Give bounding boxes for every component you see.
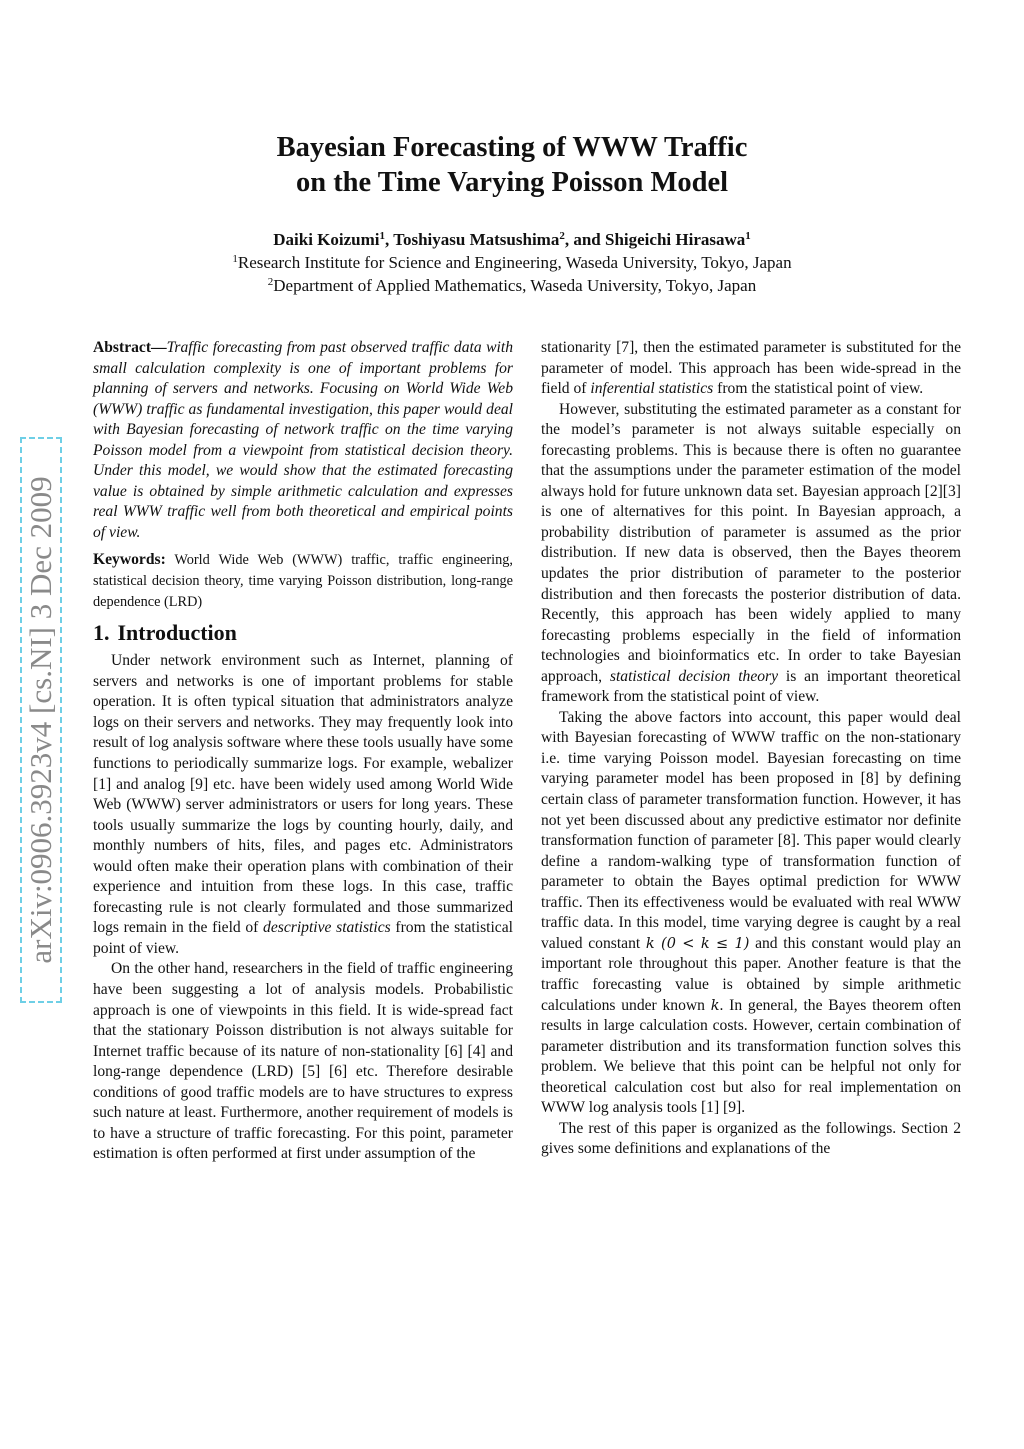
author-separator-1: , — [385, 230, 394, 249]
right-paragraph-3-text-c: . In general, the Bayes theorem often results in large calculation costs. However, certain combination of parameter distribution and its transformation function solves this problem. We believe that this point can be helpful not only for theoretical calculation cost but also for real implementation on WWW log analysis tools [1] [9]. — [541, 996, 961, 1117]
arxiv-stamp: arXiv:0906.3923v4 [cs.NI] 3 Dec 2009 — [20, 437, 62, 1003]
author-1: Daiki Koizumi — [273, 230, 380, 249]
keywords-text: World Wide Web (WWW) traffic, traffic engineering, statistical decision theory, time varying Poisson distribution, long-range dependence (LRD) — [93, 552, 513, 610]
intro-paragraph-1-emphasis: descriptive statistics — [263, 919, 391, 937]
author-3: Shigeichi Hirasawa — [605, 230, 746, 249]
section-number: 1. — [93, 620, 110, 646]
right-paragraph-2-text-b: is an important theoretical framework from the statistical point of view. — [541, 667, 961, 706]
math-k-range: k (0 < k ≤ 1) — [645, 935, 750, 952]
right-paragraph-3 — [541, 708, 961, 1119]
author-2: Toshiyasu Matsushima — [393, 230, 560, 249]
right-paragraph-4: The rest of this paper is organized as the followings. Section 2 gives some definitions and explanations of the — [541, 1119, 961, 1158]
title-line-2: on the Time Varying Poisson Model — [295, 167, 729, 198]
author-separator-2: , and — [564, 230, 605, 249]
author-3-affiliation-mark: 1 — [745, 230, 751, 242]
right-paragraph-2-emphasis: statistical decision theory — [609, 667, 779, 685]
math-k: k — [710, 997, 720, 1014]
abstract — [93, 338, 513, 543]
right-paragraph-3-text-b: and this constant would play an important role throughout this paper. Another feature is that the traffic forecasting value is obtained by simple arithmetic calculations under known — [541, 934, 961, 1014]
affiliation-2 — [0, 274, 1024, 297]
affiliation-2-text: Department of Applied Mathematics, Waseda University, Tokyo, Japan — [273, 276, 757, 295]
right-paragraph-3-text-a: Taking the above factors into account, this paper would deal with Bayesian forecasting of WWW traffic on the non-stationary i.e. time varying Poisson model. Bayesian forecasting on time varying parameter model has been proposed in [8] by defining certain class of parameter transformation function. However, it has not yet been discussed about any predictive estimator nor definite transformation function of parameter [8]. This paper would clearly define a random-walking type of transformation function of parameter to obtain the Bayes optimal prediction for WWW traffic. Then its effectiveness would be evaluated with real WWW traffic data. In this model, time varying degree is caught by a real valued constant — [541, 708, 961, 952]
abstract-label: Abstract — [93, 339, 152, 356]
affiliation-2-mark: 2 — [267, 276, 274, 288]
affiliation-1-mark: 1 — [232, 253, 238, 265]
intro-paragraph-1-text-a: Under network environment such as Internet, planning of servers and networks is one of important problems for stable operation. It is often typical situation that administrators analyze logs on their servers and networks. They may frequently look into result of log analysis software where these tools usually have some functions to periodically summarize logs. For example, webalizer [1] and analog [9] etc. have been widely used among World Wide Web (WWW) server administrators or users for long years. These tools usually summarize the logs by counting hourly, daily, and monthly numbers of hits, files, and pages etc. Administrators would often make their operation plans with combination of their experience and intuition from these logs. In this case, traffic forecasting rule is not clearly formulated and those summarized logs remain in the field of — [93, 652, 513, 937]
abstract-dash: — — [151, 339, 167, 356]
right-column — [541, 338, 961, 1160]
right-paragraph-1-emphasis: inferential statistics — [590, 380, 714, 398]
author-block — [0, 228, 1024, 297]
author-names — [0, 228, 1024, 251]
right-paragraph-1-text-b: from the statistical point of view. — [713, 380, 924, 398]
author-1-affiliation-mark: 1 — [379, 230, 385, 242]
right-paragraph-1 — [541, 338, 961, 400]
intro-paragraph-1-text-b: from the statistical point of view. — [93, 919, 513, 957]
intro-paragraph-1 — [93, 651, 513, 959]
paper-title — [0, 130, 1024, 200]
affiliation-1 — [0, 251, 1024, 274]
author-2-affiliation-mark: 2 — [559, 230, 565, 242]
section-heading-introduction — [93, 620, 513, 646]
keywords-label: Keywords: — [93, 551, 166, 569]
left-column — [93, 338, 513, 1165]
right-paragraph-2-text-a: However, substituting the estimated parameter as a constant for the model’s parameter is not always suitable especially on forecasting problems. This is because there is often no guarantee that the assumptions under the parameter estimation of the model always hold for future unknown data set. Bayesian approach [2][3] is one of alternatives for this point. In Bayesian approach, a probability distribution of parameter is assumed as the prior distribution. If new data is observed, then the Bayes theorem updates the prior distribution of parameter to the posterior distribution and then forecasts the posterior distribution of data. Recently, this approach has been widely applied to many forecasting problems especially in the field of information technologies and bioinformatics etc. In order to take Bayesian approach, — [541, 400, 961, 685]
intro-paragraph-2: On the other hand, researchers in the field of traffic engineering have been suggesting a lot of analysis models. Probabilistic approach is one of viewpoints in this field. It is wide-spread fact that the stationary Poisson distribution is not always suitable for Internet traffic because of its nature of non-stationality [6] [4] and long-range dependence (LRD) [5] [6] etc. Therefore desirable conditions of good traffic models are to have structures to express such nature at least. Furthermore, another requirement of models is to have a structure of traffic forecasting. For this point, parameter estimation is often performed at first under assumption of the — [93, 960, 513, 1163]
affiliation-1-text: Research Institute for Science and Engineering, Waseda University, Tokyo, Japan — [237, 253, 792, 272]
section-title: Introduction — [117, 620, 237, 646]
right-paragraph-2 — [541, 400, 961, 708]
title-line-1: Bayesian Forecasting of WWW Traffic — [276, 132, 748, 163]
right-paragraph-1-text-a: stationarity [7], then the estimated parameter is substituted for the parameter of model. This approach has been wide-spread in the field of — [541, 339, 961, 398]
keywords — [93, 550, 513, 612]
abstract-text: Traffic forecasting from past observed traffic data with small calculation complexity is one of important problems for planning of servers and networks. Focusing on World Wide Web (WWW) traffic as fundamental investigation, this paper would deal with Bayesian forecasting of network traffic on the time varying Poisson model from a viewpoint from statistical decision theory. Under this model, we would show that the estimated forecasting value is obtained by simple arithmetic calculation and expresses real WWW traffic well from both theoretical and empirical points of view. — [93, 339, 513, 541]
